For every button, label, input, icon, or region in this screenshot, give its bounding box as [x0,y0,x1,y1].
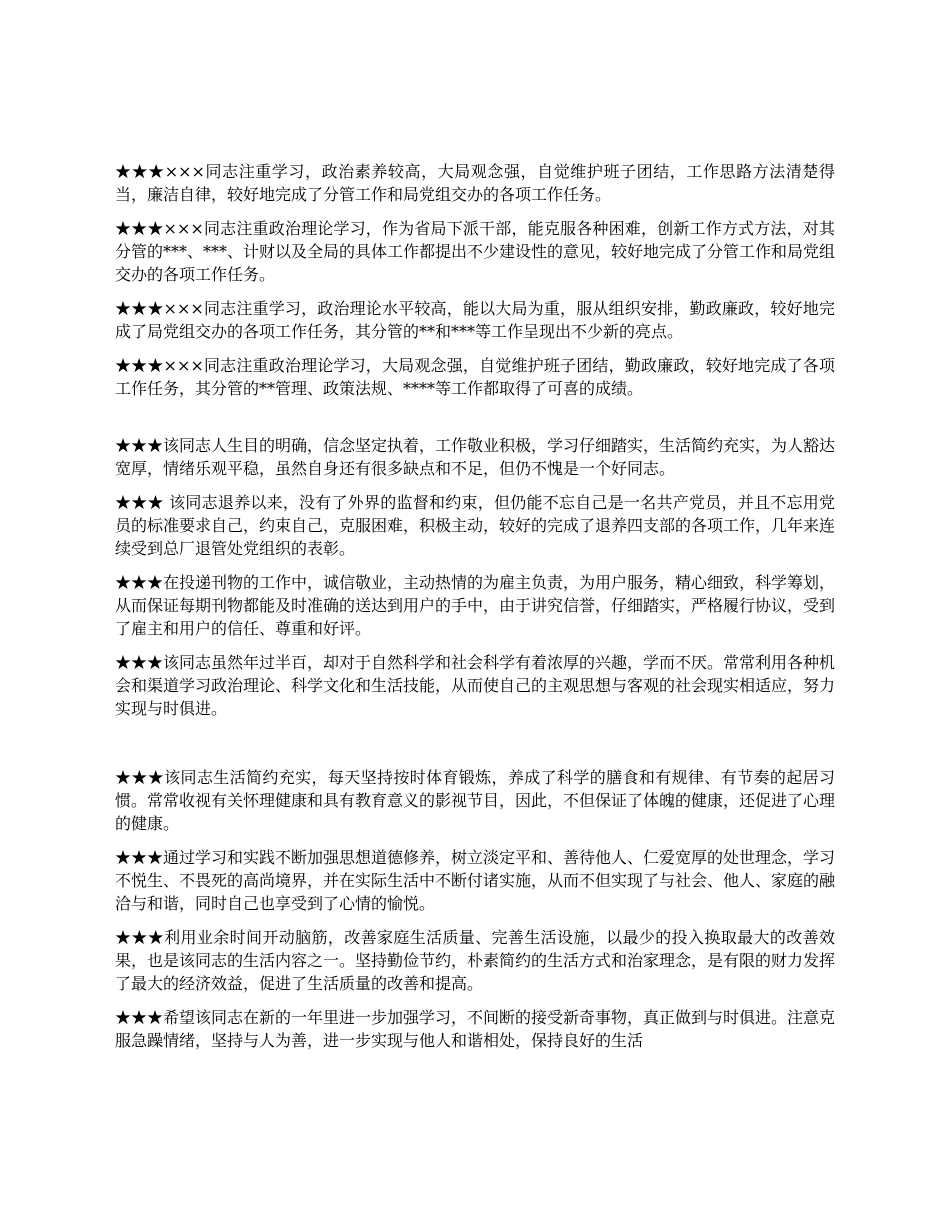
paragraph-7: ★★★在投递刊物的工作中，诚信敬业，主动热情的为雇主负责，为用户服务，精心细致，科学筹划，从而保证每期刊物都能及时准确的送达到用户的手中，由于讲究信誉，仔细踏实，严格履行协议，受到了雇主和用户的信任、尊重和好评。 [115,573,836,638]
paragraph-5: ★★★该同志人生目的明确，信念坚定执着，工作敬业积极，学习仔细踏实，生活简约充实，为人豁达宽厚，情绪乐观平稳，虽然自身还有很多缺点和不足，但仍不愧是一个好同志。 [115,436,836,478]
document-body [115,160,835,1063]
paragraph-6: ★★★ 该同志退养以来，没有了外界的监督和约束，但仍能不忘自己是一名共产党员，并且不忘用党员的标准要求自己，约束自己，克服困难，积极主动，较好的完成了退养四支部的各项工作，几年来连续受到总厂退管处党组织的表彰。 [115,493,836,558]
paragraph-9: ★★★该同志生活简约充实，每天坚持按时体育锻炼，养成了科学的膳食和有规律、有节奏的起居习惯。常常收视有关怀理健康和具有教育意义的影视节目，因此，不但保证了体魄的健康，还促进了心理的健康。 [115,768,836,833]
paragraph-1: ★★★×××同志注重学习，政治素养较高，大局观念强，自觉维护班子团结，工作思路方法清楚得当，廉洁自律，较好地完成了分管工作和局党组交办的各项工作任务。 [115,162,835,204]
paragraph-4: ★★★×××同志注重政治理论学习，大局观念强，自觉维护班子团结，勤政廉政，较好地完成了各项工作任务，其分管的**管理、政策法规、****等工作都取得了可喜的成绩。 [115,356,835,398]
paragraph-11: ★★★利用业余时间开动脑筋，改善家庭生活质量、完善生活设施，以最少的投入换取最大的改善效果，也是该同志的生活内容之一。坚持勤俭节约，朴素简约的生活方式和治家理念，是有限的财力发挥了最大的经济效益，促进了生活质量的改善和提高。 [115,928,836,993]
paragraph-10: ★★★通过学习和实践不断加强思想道德修养，树立淡定平和、善待他人、仁爱宽厚的处世理念，学习不悦生、不畏死的高尚境界，并在实际生活中不断付诸实施，从而不但实现了与社会、他人、家庭的融洽与和谐，同时自己也享受到了心情的愉悦。 [115,848,836,913]
paragraph-12: ★★★希望该同志在新的一年里进一步加强学习，不间断的接受新奇事物，真正做到与时俱进。注意克服急躁情绪，坚持与人为善，进一步实现与他人和谐相处，保持良好的生活 [115,1008,836,1050]
paragraph-2: ★★★×××同志注重政治理论学习，作为省局下派干部，能克服各种困难，创新工作方式方法，对其分管的***、***、计财以及全局的具体工作都提出不少建设性的意见，较好地完成了分管工作和局党组交办的各项工作任务。 [115,219,836,284]
paragraph-8: ★★★该同志虽然年过半百，却对于自然科学和社会科学有着浓厚的兴趣，学而不厌。常常利用各种机会和渠道学习政治理论、科学文化和生活技能，从而使自己的主观思想与客观的社会现实相适应，努力实现与时俱进。 [115,653,836,718]
paragraph-3: ★★★×××同志注重学习，政治理论水平较高，能以大局为重，服从组织安排，勤政廉政，较好地完成了局党组交办的各项工作任务，其分管的**和***等工作呈现出不少新的亮点。 [115,299,835,341]
